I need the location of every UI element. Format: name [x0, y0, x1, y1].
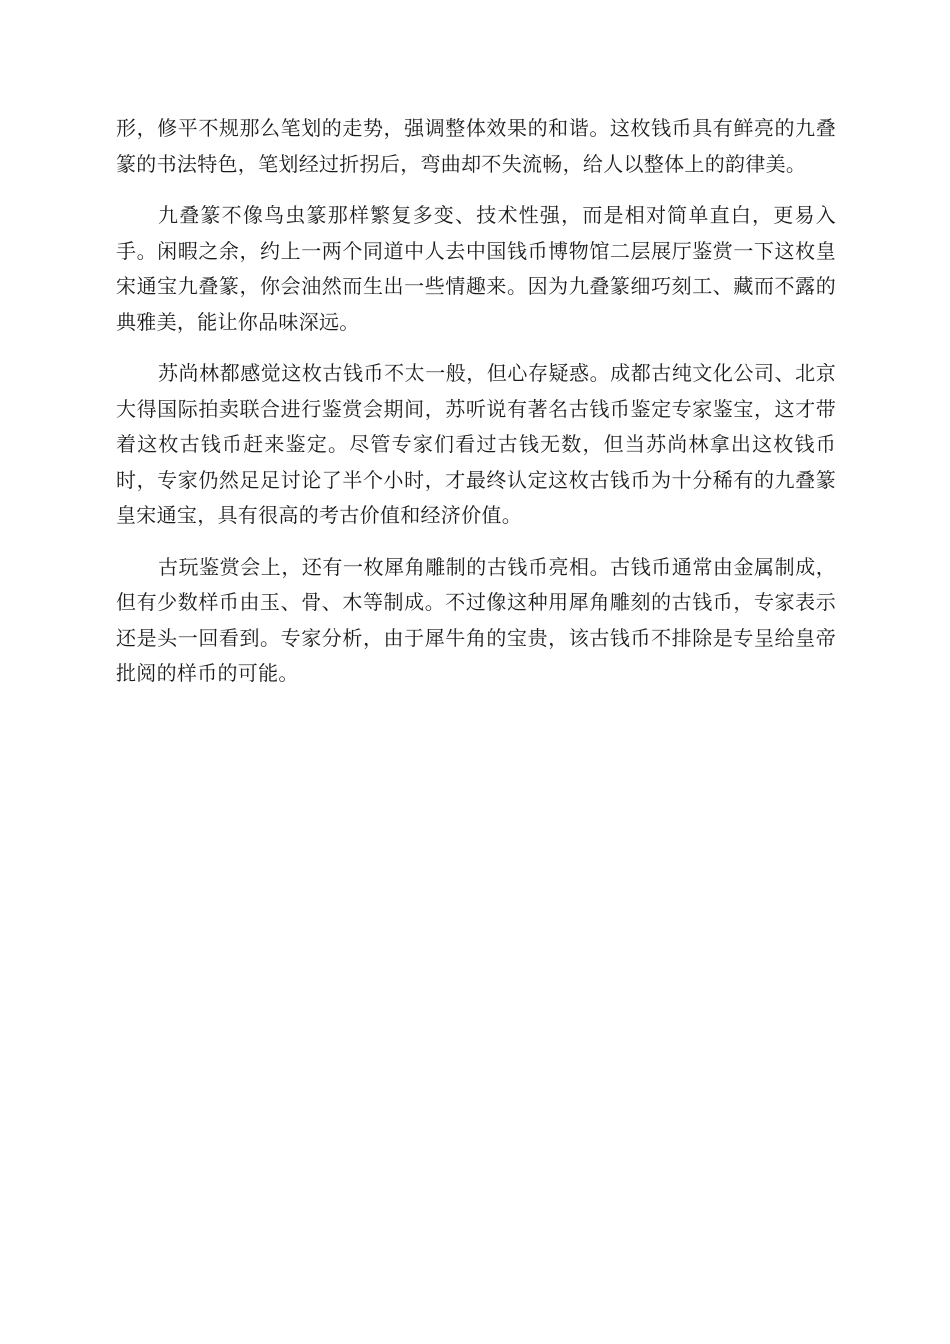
paragraph-2: 九叠篆不像鸟虫篆那样繁复多变、技术性强，而是相对简单直白，更易入手。闲暇之余，约上一两个同道中人去中国钱币博物馆二层展厅鉴赏一下这枚皇宋通宝九叠篆，你会油然而生出一些情趣来。因为九叠篆细巧刻工、藏而不露的典雅美，能让你品味深远。 [116, 203, 836, 334]
document-body [116, 111, 836, 708]
paragraph-3: 苏尚林都感觉这枚古钱币不太一般，但心存疑惑。成都古纯文化公司、北京大得国际拍卖联合进行鉴赏会期间，苏听说有著名古钱币鉴定专家鉴宝，这才带着这枚古钱币赶来鉴定。尽管专家们看过古钱无数，但当苏尚林拿出这枚钱币时，专家仍然足足讨论了半个小时，才最终认定这枚古钱币为十分稀有的九叠篆皇宋通宝，具有很高的考古价值和经济价值。 [116, 361, 836, 527]
paragraph-4: 古玩鉴赏会上，还有一枚犀角雕制的古钱币亮相。古钱币通常由金属制成，但有少数样币由玉、骨、木等制成。不过像这种用犀角雕刻的古钱币，专家表示还是头一回看到。专家分析，由于犀牛角的宝贵，该古钱币不排除是专呈给皇帝批阅的样币的可能。 [116, 554, 836, 685]
paragraph-1: 形，修平不规那么笔划的走势，强调整体效果的和谐。这枚钱币具有鲜亮的九叠篆的书法特色，笔划经过折拐后，弯曲却不失流畅，给人以整体上的韵律美。 [116, 116, 836, 176]
